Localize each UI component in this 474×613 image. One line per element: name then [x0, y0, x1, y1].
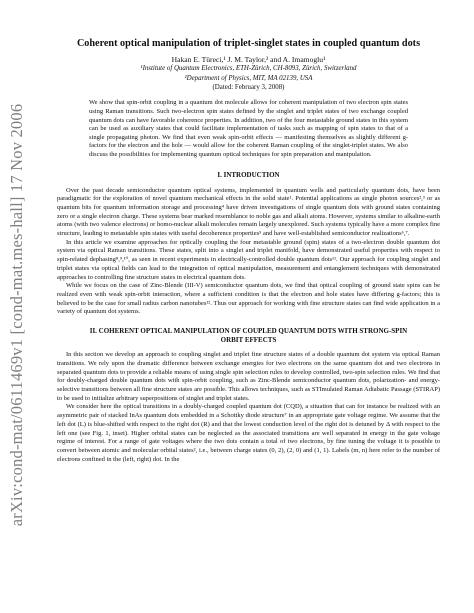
- abstract: We show that spin-orbit coupling in a quantum dot molecule allows for coherent manipulation of two electron spin states using Raman transitions. Such two-electron spin states defined by the singlet and triplet states of two exchange coupled quantum dots can have favorable coherence properties. In addition, two of the four metastable ground states in this system can be used as auxiliary states that could facilitate implementation of tasks such as mapping of spin states to that of a single propagating photon. We find that even weak spin-orbit effects — manifesting themselves as slightly different g-factors for the electron and the hole — would allow for the coherent Raman coupling of the singlet-triplet states. We also discuss the possibilities for implementing quantum optical techniques for spin preparation and manipulation.: [89, 99, 408, 158]
- paper-page: [57, 38, 440, 464]
- section-heading-coherent-optical: II. COHERENT OPTICAL MANIPULATION OF COUPLED QUANTUM DOTS WITH STRONG-SPIN ORBIT EFFECTS: [89, 327, 408, 345]
- affiliation-1: ¹Institute of Quantum Electronics, ETH-Zürich, CH-8093, Zürich, Switzerland: [140, 65, 357, 73]
- date-line: (Dated: February 3, 2008): [212, 84, 285, 92]
- section2-paragraph-1: In this section we develop an approach to coupling singlet and triplet fine structure states of a double quantum dot system via optical Raman transitions. We rely upon the dramatic difference between exchange energies for two electrons on the same quantum dot and two electrons in separated quantum dots to provide a reliable means of using single spin selection rules to develop controlled, two-spin selection rules. We find that for doubly-charged double quantum dots with spin-orbit coupling, such as Zinc-Blende semiconductor quantum dots, polarization- and energy-selective transitions between all fine structure states are possible. This allows techniques, such as STImulated Raman Adiabatic Passage (STIRAP) to be used to initialize arbitrary superpositions of singlet and triplet states.: [57, 351, 440, 402]
- authors: Hakan E. Türeci,¹ J. M. Taylor,² and A. Imamoglu¹: [171, 55, 326, 64]
- paper-title: Coherent optical manipulation of triplet-singlet states in coupled quantum dots: [76, 38, 421, 49]
- intro-paragraph-2: In this article we examine approaches for optically coupling the four metastable ground (spin) states of a two-electron double quantum dot system via optical Raman transitions. These states, split into a singlet and triplet manifold, have demonstrated useful properties with respect to spin-related dephasing⁸,⁹,¹⁰, as seen in recent experiments in electrically-controlled double quantum dots¹¹. Our approach for coupling singlet and triplet states via optical fields can lead to the integration of optical manipulation, measurement and entanglement techniques with demonstrated approaches to controlling fine structure states in electrical quantum dots.: [57, 238, 440, 281]
- section2-paragraph-2: We consider here the optical transitions in a doubly-charged coupled quantum dot (CQD), a situation that can for instance be realized with an asymmetric pair of stacked InAs quantum dots embedded in a Schottky diode structure⁷ in an appropriate gate voltage regime. We assume that the left dot (L) is blue-shifted with respect to the right dot (R) and that the lowest conduction level of the right dot is detuned by Δ with respect to the left one (see Fig. 1, inset). Higher orbital states can be neglected as the associated transitions are well separated in energy in the gate voltage regime of interest. For a range of gate voltages where the two dots contain a total of two electrons, by fine tuning the voltage it is possible to convert between atomic and molecular orbital states², i.e., between charge states (0, 2), (2, 0) and (1, 1). Labels (m, n) here refer to the number of electrons confined in the (left, right) dot. In the: [57, 403, 440, 463]
- section-heading-introduction: I. INTRODUCTION: [217, 171, 280, 180]
- arxiv-id: arXiv:cond-mat/0611469v1 [cond-mat.mes-hall] 17 Nov 2006: [7, 103, 26, 527]
- intro-paragraph-1: Over the past decade semiconductor quantum optical systems, implemented in quantum wells and particularly quantum dots, have been paradigmatic for the exploration of novel quantum mechanical effects in the solid state¹. Potential applications as single photon sources²,³ or as quantum bits for quantum information storage and processing⁴ have driven investigations of single quantum dots with ground states containing zero or a single electron charge. These systems bear marked resemblance to noble gas and alkali atoms. However, systems similar to alkaline-earth atoms (with two valence electrons) or homo-nuclear alkali molecules remain largely unexplored. Such systems typically have a more complex fine structure, leading to metastable spin states with useful decoherence properties⁵ and have well-established semiconductor realizations⁶,⁷.: [57, 186, 440, 238]
- affiliation-2: ²Department of Physics, MIT, MA 02139, USA: [184, 74, 313, 82]
- intro-paragraph-3: While we focus on the case of Zinc-Blende (III-V) semiconductor quantum dots, we find that optical coupling of ground state spins can be realized even with weak spin-orbit interaction, where a sufficient condition is that the electron and hole states have differing g-factors; this is believed to be the case for small radius carbon nanotubes¹². Thus our approach for working with fine structure states can find wide application in a variety of quantum dot systems.: [57, 282, 440, 316]
- arxiv-sidebar: [0, 80, 34, 550]
